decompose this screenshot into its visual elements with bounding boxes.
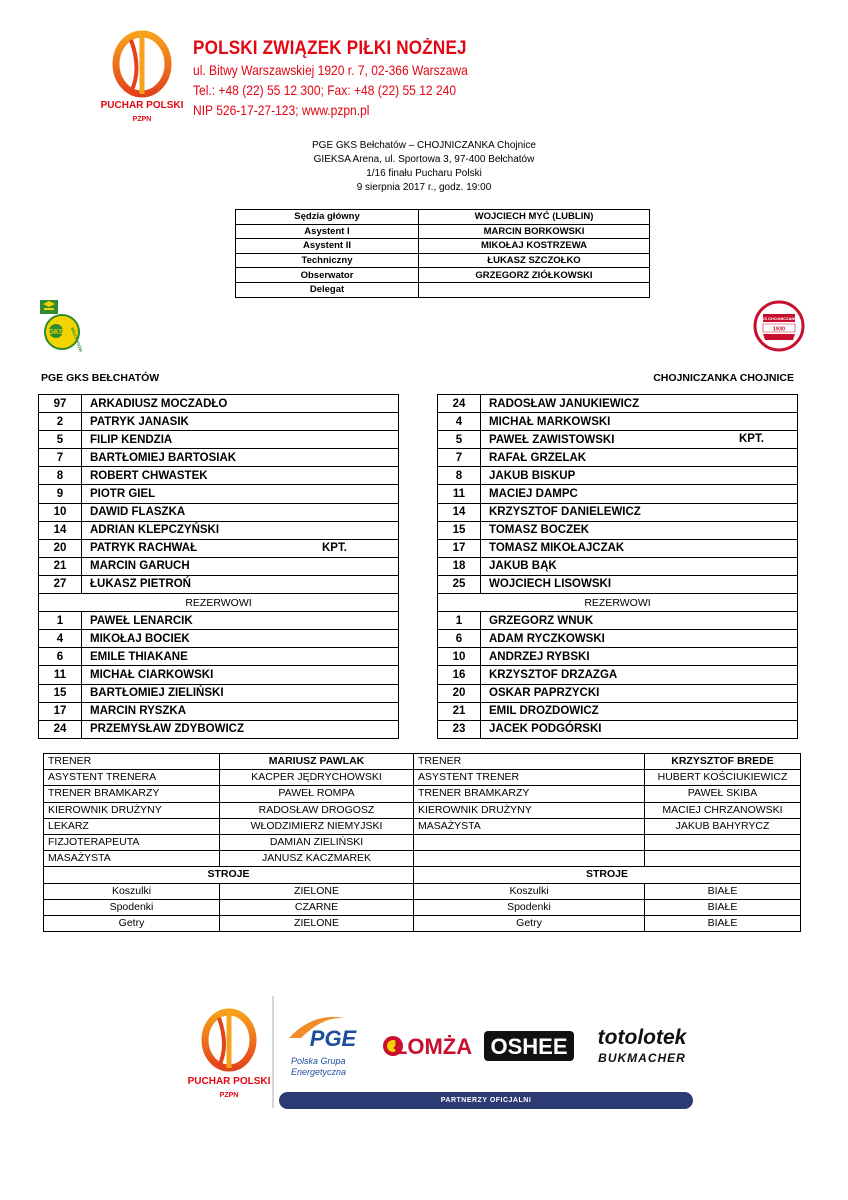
official-name: ŁUKASZ SZCZOŁKO [419, 253, 650, 268]
sub-number: 15 [39, 684, 82, 702]
away-kit-color: BIAŁE [645, 883, 801, 899]
sub-row [438, 720, 798, 738]
sub-number: 17 [39, 702, 82, 720]
official-row [236, 268, 650, 283]
subs-label: REZERWOWI [438, 594, 798, 612]
home-team-name: PGE GKS BEŁCHATÓW [41, 372, 160, 384]
official-name [419, 282, 650, 297]
home-staff-role: TRENER BRAMKARZY [44, 786, 220, 802]
logo-sub: PZPN [132, 116, 152, 123]
pge-line1: Polska Grupa [291, 1056, 346, 1066]
sub-name: ANDRZEJ RYBSKI [481, 648, 798, 666]
player-row [39, 413, 399, 431]
sub-number: 23 [438, 720, 481, 738]
player-row [39, 467, 399, 485]
player-cell [82, 449, 399, 467]
player-row [438, 575, 798, 593]
away-staff-name: JAKUB BAHYRYCZ [645, 818, 801, 834]
official-role: Asystent I [236, 224, 419, 239]
staff-row [44, 754, 801, 770]
player-cell [481, 503, 798, 521]
player-row [39, 395, 399, 413]
sub-number: 24 [39, 720, 82, 738]
player-cell [481, 485, 798, 503]
puchar-polski-logo-footer [187, 1008, 271, 1103]
sub-name: EMIL DROZDOWICZ [481, 702, 798, 720]
logo-text: PUCHAR POLSKI [100, 100, 184, 111]
home-kit-color: ZIELONE [220, 915, 414, 931]
away-kit-color: BIAŁE [645, 915, 801, 931]
player-cell [82, 485, 399, 503]
home-staff-role: MASAŻYSTA [44, 851, 220, 867]
captain-mark: KPT. [739, 433, 764, 446]
svg-text:GKS: GKS [48, 329, 64, 336]
player-row [438, 557, 798, 575]
official-row [236, 224, 650, 239]
home-staff-role: ASYSTENT TRENERA [44, 770, 220, 786]
chojniczanka-badge-text: MKS CHOJNICZANKA [758, 316, 800, 321]
sponsor-divider [272, 996, 274, 1108]
sub-number: 21 [438, 702, 481, 720]
away-staff-role: MASAŻYSTA [414, 818, 645, 834]
sub-number: 10 [438, 648, 481, 666]
away-staff-name [645, 834, 801, 850]
away-team-name: CHOJNICZANKA CHOJNICE [653, 372, 794, 384]
staff-row [44, 770, 801, 786]
sub-row [438, 630, 798, 648]
match-title: PGE GKS Bełchatów – CHOJNICZANKA Chojnice [312, 140, 536, 151]
player-cell [82, 557, 399, 575]
org-nip: NIP 526-17-27-123; www.pzpn.pl [193, 102, 370, 118]
home-staff-name: WŁODZIMIERZ NIEMYJSKI [220, 818, 414, 834]
player-name: ROBERT CHWASTEK [90, 469, 208, 482]
pge-line2: Energetyczna [291, 1067, 347, 1077]
puchar-polski-logo [100, 30, 184, 126]
home-staff-role: KIEROWNIK DRUŻYNY [44, 802, 220, 818]
away-staff-name: KRZYSZTOF BREDE [645, 754, 801, 770]
home-staff-name: JANUSZ KACZMAREK [220, 851, 414, 867]
player-number: 97 [39, 395, 82, 413]
player-number: 4 [438, 413, 481, 431]
subs-header-row [39, 594, 399, 612]
sub-row [39, 666, 399, 684]
player-name: TOMASZ MIKOŁAJCZAK [489, 542, 625, 555]
home-kit-item: Getry [44, 915, 220, 931]
sub-number: 4 [39, 630, 82, 648]
player-cell [481, 575, 798, 593]
sub-row [39, 684, 399, 702]
away-staff-name: PAWEŁ SKIBA [645, 786, 801, 802]
official-name: MIKOŁAJ KOSTRZEWA [419, 239, 650, 254]
official-row [236, 253, 650, 268]
away-staff-role: ASYSTENT TRENER [414, 770, 645, 786]
player-number: 7 [39, 449, 82, 467]
sub-name: GRZEGORZ WNUK [481, 612, 798, 630]
player-name: RADOSŁAW JANUKIEWICZ [489, 397, 640, 410]
official-role: Techniczny [236, 253, 419, 268]
player-number: 10 [39, 503, 82, 521]
official-row [236, 282, 650, 297]
staff-row [44, 851, 801, 867]
away-kit-item: Getry [414, 915, 645, 931]
player-row [438, 539, 798, 557]
away-staff-role [414, 834, 645, 850]
player-number: 14 [438, 503, 481, 521]
player-number: 7 [438, 449, 481, 467]
official-role: Obserwator [236, 268, 419, 283]
sub-name: EMILE THIAKANE [82, 648, 399, 666]
player-cell [481, 539, 798, 557]
sub-number: 6 [39, 648, 82, 666]
player-number: 24 [438, 395, 481, 413]
player-row [438, 467, 798, 485]
sub-name: JACEK PODGÓRSKI [481, 720, 798, 738]
home-kit-item: Koszulki [44, 883, 220, 899]
player-row [39, 575, 399, 593]
kit-row [44, 899, 801, 915]
pge-name: PGE [309, 1026, 357, 1051]
player-row [39, 503, 399, 521]
sub-row [438, 666, 798, 684]
player-name: RAFAŁ GRZELAK [489, 451, 587, 464]
staff-row [44, 802, 801, 818]
player-row [438, 449, 798, 467]
player-number: 5 [438, 431, 481, 449]
player-name: JAKUB BĄK [489, 560, 557, 573]
player-name: FILIP KENDZIA [90, 433, 173, 446]
away-staff-name [645, 851, 801, 867]
player-number: 8 [39, 467, 82, 485]
pge-logo [283, 1010, 375, 1078]
staff-row [44, 818, 801, 834]
home-staff-name: PAWEŁ ROMPA [220, 786, 414, 802]
player-cell [481, 449, 798, 467]
home-staff-name: KACPER JĘDRYCHOWSKI [220, 770, 414, 786]
home-staff-name: MARIUSZ PAWLAK [220, 754, 414, 770]
sub-name: MICHAŁ CIARKOWSKI [82, 666, 399, 684]
captain-mark: KPT. [322, 541, 347, 554]
away-staff-name: HUBERT KOŚCIUKIEWICZ [645, 770, 801, 786]
player-number: 5 [39, 431, 82, 449]
away-kit-color: BIAŁE [645, 899, 801, 915]
home-kit-color: CZARNE [220, 899, 414, 915]
away-kit-item: Spodenki [414, 899, 645, 915]
player-row [438, 431, 798, 449]
sub-number: 11 [39, 666, 82, 684]
sub-name: OSKAR PAPRZYCKI [481, 684, 798, 702]
sub-number: 6 [438, 630, 481, 648]
player-cell [82, 521, 399, 539]
sub-row [438, 648, 798, 666]
home-staff-role: LEKARZ [44, 818, 220, 834]
player-cell [481, 557, 798, 575]
org-name: POLSKI ZWIĄZEK PIŁKI NOŻNEJ [193, 38, 467, 59]
sub-row [438, 612, 798, 630]
player-number: 18 [438, 557, 481, 575]
player-name: ŁUKASZ PIETROŃ [90, 578, 191, 591]
staff-row [44, 786, 801, 802]
match-venue: GIEKSA Arena, ul. Sportowa 3, 97-400 Bełchatów [313, 154, 535, 165]
home-staff-name: RADOSŁAW DROGOSZ [220, 802, 414, 818]
player-cell [82, 575, 399, 593]
away-staff-role: TRENER BRAMKARZY [414, 786, 645, 802]
partners-bar: PARTNERZY OFICJALNI [279, 1092, 693, 1109]
staff-row [44, 834, 801, 850]
official-name: MARCIN BORKOWSKI [419, 224, 650, 239]
player-name: MACIEJ DAMPC [489, 488, 578, 501]
home-kit-item: Spodenki [44, 899, 220, 915]
away-staff-role: TRENER [414, 754, 645, 770]
sub-row [438, 684, 798, 702]
home-staff-role: FIZJOTERAPEUTA [44, 834, 220, 850]
sub-name: BARTŁOMIEJ ZIELIŃSKI [82, 684, 399, 702]
subs-label: REZERWOWI [39, 594, 399, 612]
subs-header-row [438, 594, 798, 612]
org-phone: Tel.: +48 (22) 55 12 300; Fax: +48 (22) 55 12 240 [193, 82, 457, 98]
sub-row [39, 612, 399, 630]
sub-number: 1 [39, 612, 82, 630]
player-cell [82, 395, 399, 413]
player-cell [481, 467, 798, 485]
player-name: KRZYSZTOF DANIELEWICZ [489, 506, 641, 519]
sub-name: MIKOŁAJ BOCIEK [82, 630, 399, 648]
sub-row [39, 720, 399, 738]
player-number: 2 [39, 413, 82, 431]
player-name: PATRYK JANASIK [90, 415, 189, 428]
kit-row [44, 883, 801, 899]
official-row [236, 239, 650, 254]
player-row [438, 413, 798, 431]
player-row [39, 557, 399, 575]
home-kit-color: ZIELONE [220, 883, 414, 899]
gks-badge-text: BEŁCHATÓW [70, 326, 84, 353]
player-cell [481, 395, 798, 413]
player-cell [82, 413, 399, 431]
player-cell [481, 521, 798, 539]
player-name: PIOTR GIEL [90, 488, 156, 501]
away-roster-table [437, 394, 798, 739]
lomza-name: ŁOMŻA [393, 1034, 473, 1059]
gks-belchatow-badge [38, 298, 82, 352]
match-round: 1/16 finału Pucharu Polski [366, 168, 482, 179]
bukmacher-name: BUKMACHER [598, 1051, 686, 1065]
player-name: MICHAŁ MARKOWSKI [489, 415, 611, 428]
lomza-logo [381, 1025, 473, 1067]
player-cell [82, 539, 399, 557]
player-number: 14 [39, 521, 82, 539]
player-row [438, 503, 798, 521]
player-number: 25 [438, 575, 481, 593]
official-role: Delegat [236, 282, 419, 297]
org-address: ul. Bitwy Warszawskiej 1920 r. 7, 02-366 Warszawa [193, 62, 468, 78]
kit-row [44, 915, 801, 931]
player-name: ARKADIUSZ MOCZADŁO [90, 397, 228, 410]
player-name: JAKUB BISKUP [489, 469, 576, 482]
match-date: 9 sierpnia 2017 r., godz. 19:00 [356, 182, 492, 193]
home-kits-label: STROJE [44, 867, 414, 883]
chojniczanka-badge-year: 1930 [772, 326, 786, 333]
player-row [39, 431, 399, 449]
player-name: TOMASZ BOCZEK [489, 524, 590, 537]
sub-number: 20 [438, 684, 481, 702]
player-number: 17 [438, 539, 481, 557]
player-cell [481, 413, 798, 431]
player-number: 27 [39, 575, 82, 593]
official-role: Sędzia główny [236, 210, 419, 225]
sub-name: MARCIN RYSZKA [82, 702, 399, 720]
player-number: 21 [39, 557, 82, 575]
official-role: Asystent II [236, 239, 419, 254]
sub-row [438, 702, 798, 720]
player-number: 11 [438, 485, 481, 503]
player-row [39, 449, 399, 467]
player-cell [82, 503, 399, 521]
officials-table [235, 209, 650, 298]
totolotek-logo [594, 1022, 690, 1070]
player-row [39, 485, 399, 503]
sub-row [39, 630, 399, 648]
away-staff-role: KIEROWNIK DRUŻYNY [414, 802, 645, 818]
sub-name: PAWEŁ LENARCIK [82, 612, 399, 630]
sub-row [39, 648, 399, 666]
sub-number: 16 [438, 666, 481, 684]
player-row [39, 521, 399, 539]
sub-number: 1 [438, 612, 481, 630]
player-row [438, 521, 798, 539]
player-row [438, 485, 798, 503]
player-number: 9 [39, 485, 82, 503]
away-kits-label: STROJE [414, 867, 801, 883]
player-name: BARTŁOMIEJ BARTOSIAK [90, 451, 237, 464]
player-cell [481, 431, 798, 449]
player-row [39, 539, 399, 557]
sub-name: ADAM RYCZKOWSKI [481, 630, 798, 648]
totolotek-name: totolotek [597, 1026, 687, 1049]
away-staff-role [414, 851, 645, 867]
player-row [438, 395, 798, 413]
official-name: WOJCIECH MYĆ (LUBLIN) [419, 210, 650, 225]
player-name: PAWEŁ ZAWISTOWSKI [489, 433, 615, 446]
player-name: ADRIAN KLEPCZYŃSKI [90, 524, 220, 537]
home-staff-role: TRENER [44, 754, 220, 770]
footer-logo-text: PUCHAR POLSKI [187, 1076, 271, 1087]
player-number: 15 [438, 521, 481, 539]
chojniczanka-badge [753, 300, 805, 352]
official-name: GRZEGORZ ZIÓŁKOWSKI [419, 268, 650, 283]
home-staff-name: DAMIAN ZIELIŃSKI [220, 834, 414, 850]
sub-name: PRZEMYSŁAW ZDYBOWICZ [82, 720, 399, 738]
home-roster-table [38, 394, 399, 739]
official-row [236, 210, 650, 225]
player-number: 20 [39, 539, 82, 557]
oshee-logo [484, 1031, 574, 1061]
sub-row [39, 702, 399, 720]
player-name: DAWID FLASZKA [90, 506, 186, 519]
player-cell [82, 467, 399, 485]
sub-name: KRZYSZTOF DRZAZGA [481, 666, 798, 684]
staff-table [43, 753, 801, 932]
kits-header-row [44, 867, 801, 883]
player-cell [82, 431, 399, 449]
player-name: PATRYK RACHWAŁ [90, 542, 198, 555]
away-kit-item: Koszulki [414, 883, 645, 899]
player-number: 8 [438, 467, 481, 485]
oshee-name: OSHEE [490, 1034, 568, 1059]
player-name: MARCIN GARUCH [90, 560, 190, 573]
footer-logo-sub: PZPN [219, 1092, 239, 1099]
player-name: WOJCIECH LISOWSKI [489, 578, 612, 591]
away-staff-name: MACIEJ CHRZANOWSKI [645, 802, 801, 818]
